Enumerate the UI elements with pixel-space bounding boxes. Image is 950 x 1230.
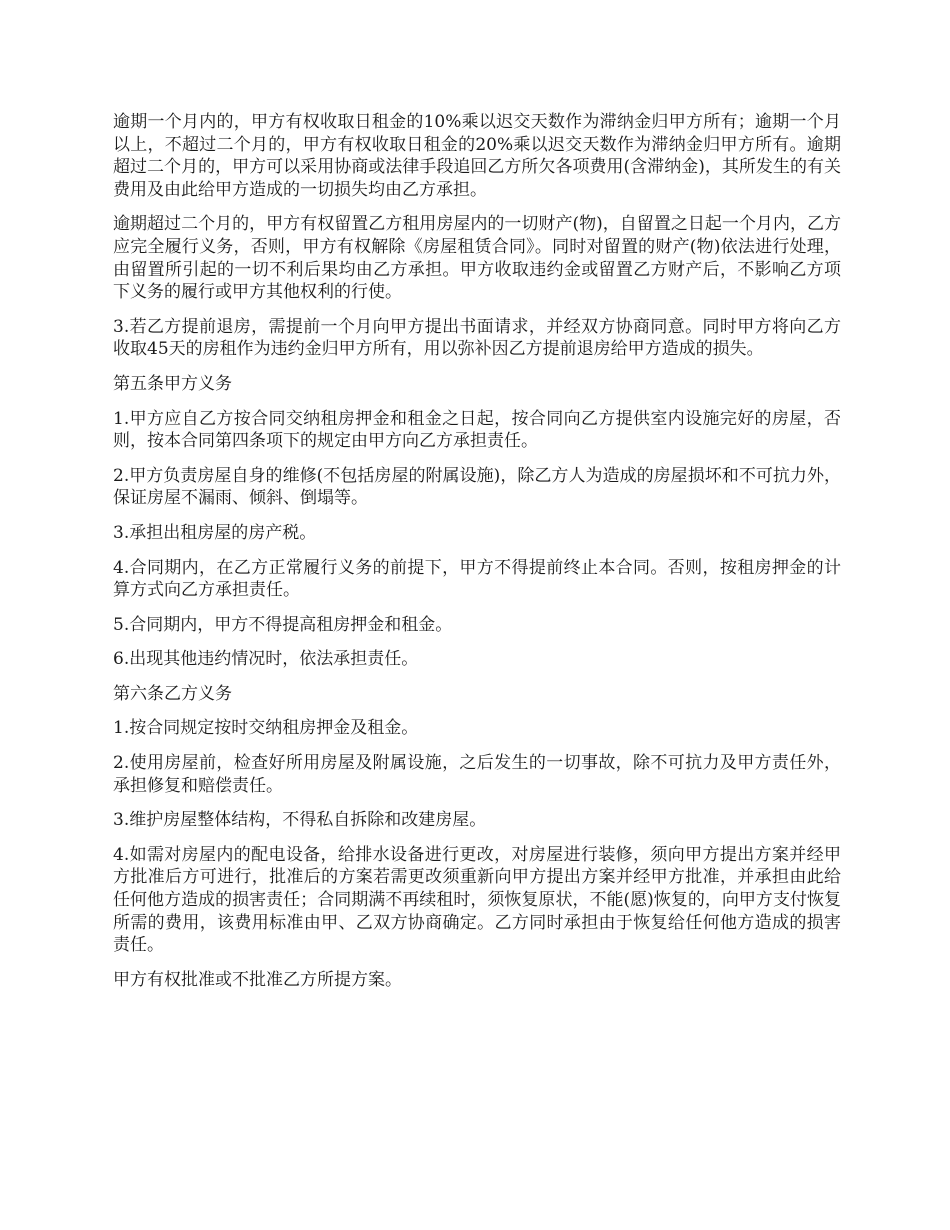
clause-5-6: 6.出现其他违约情况时，依法承担责任。 [113,649,419,670]
clause-6-4: 4.如需对房屋内的配电设备，给排水设备进行更改，对房屋进行装修，须向甲方提出方案并经甲方批准后方可进行，批准后的方案若需更改须重新向甲方提出方案并经甲方批准，并承担由此给任何他方造成的损害责任；合同期满不再续租时，须恢复原状，不能(愿)恢复的，向甲方支付恢复所需的费用，该费用标准由甲、乙双方协商确定。乙方同时承担由于恢复给任何他方造成的损害责任。 [113,844,841,956]
clause-5-4: 4.合同期内，在乙方正常履行义务的前提下，甲方不得提前终止本合同。否则，按租房押金的计算方式向乙方承担责任。 [113,557,841,601]
paragraph-early-termination: 3.若乙方提前退房，需提前一个月向甲方提出书面请求，并经双方协商同意。同时甲方将向乙方收取45天的房租作为违约金归甲方所有，用以弥补因乙方提前退房给甲方造成的损失。 [113,316,841,360]
document-page [113,111,841,1003]
section-heading-article-6: 第六条乙方义务 [113,683,232,704]
paragraph-late-payment-penalty: 逾期一个月内的，甲方有权收取日租金的10%乘以迟交天数作为滞纳金归甲方所有；逾期一个月以上，不超过二个月的，甲方有权收取日租金的20%乘以迟交天数作为滞纳金归甲方所有。逾期超过二个月的，甲方可以采用协商或法律手段追回乙方所欠各项费用(含滞纳金)，其所发生的有关费用及由此给甲方造成的一切损失均由乙方承担。 [113,112,841,200]
clause-5-2: 2.甲方负责房屋自身的维修(不包括房屋的附属设施)，除乙方人为造成的房屋损坏和不可抗力外，保证房屋不漏雨、倾斜、倒塌等。 [113,465,841,509]
paragraph-approval-right: 甲方有权批准或不批准乙方所提方案。 [113,969,402,990]
clause-6-2: 2.使用房屋前，检查好所用房屋及附属设施，之后发生的一切事故，除不可抗力及甲方责任外，承担修复和赔偿责任。 [113,753,841,796]
paragraph-lien-on-property: 逾期超过二个月的，甲方有权留置乙方租用房屋内的一切财产(物)，自留置之日起一个月内，乙方应完全履行义务，否则，甲方有权解除《房屋租赁合同》。同时对留置的财产(物)依法进行处理，由留置所引起的一切不利后果均由乙方承担。甲方收取违约金或留置乙方财产后，不影响乙方项下义务的履行或甲方其他权利的行使。 [113,214,841,303]
clause-5-5: 5.合同期内，甲方不得提高租房押金和租金。 [113,614,453,635]
clause-5-3: 3.承担出租房屋的房产税。 [113,522,317,543]
clause-5-1: 1.甲方应自乙方按合同交纳租房押金和租金之日起，按合同向乙方提供室内设施完好的房屋，否则，按本合同第四条项下的规定由甲方向乙方承担责任。 [113,408,841,452]
section-heading-article-5: 第五条甲方义务 [113,373,232,394]
clause-6-1: 1.按合同规定按时交纳租房押金及租金。 [113,718,419,739]
clause-6-3: 3.维护房屋整体结构，不得私自拆除和改建房屋。 [113,810,487,831]
